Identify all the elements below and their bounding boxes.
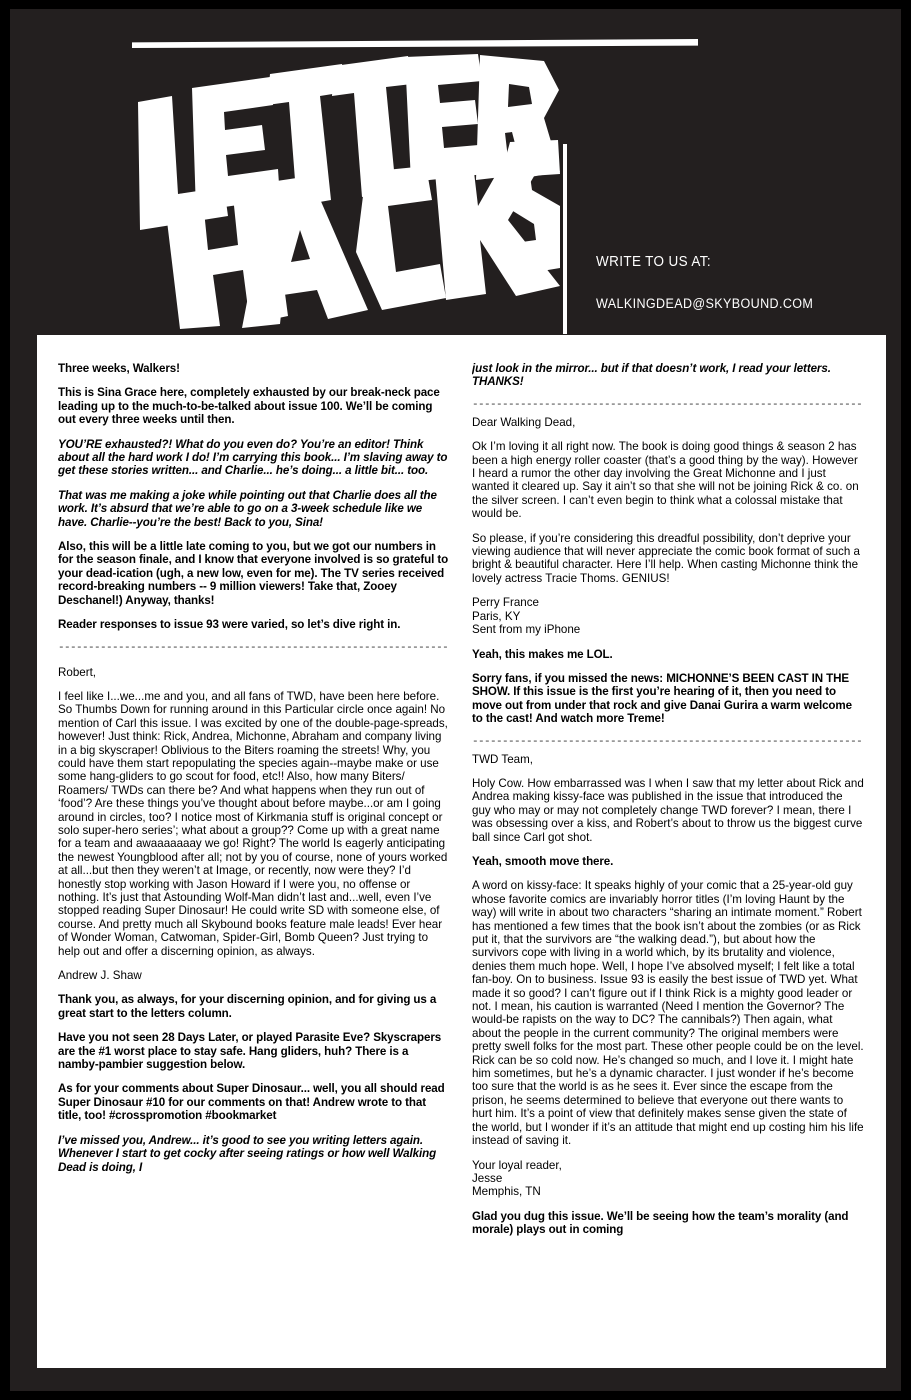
greeting: Three weeks, Walkers! <box>58 362 180 375</box>
reply-3-a: Yeah, smooth move there. <box>472 854 614 868</box>
letter-1-signature: Andrew J. Shaw <box>58 969 142 983</box>
dive-in-paragraph: Reader responses to issue 93 were varied, so let’s dive right in. <box>58 618 401 632</box>
letter-separator-1: ----------------------------------------------------------------- <box>58 642 449 654</box>
letter-3-body-2: A word on kissy-face: It speaks highly of your comic that a 25-year-old guy whose favorite comics are invariably horror titles (I’m loving Haunt by the way) will write in about two characters “sharing an intimate moment.” Robert has mentioned a few times that the book isn’t about the zombies (or as Rick put it, that the survivors are “the walking dead.”), but about how the survivors cope with living in a world which, by its brutality and violence, denies them much hope. Well, I hope I’ve absolved myself; I felt like a total fan-boy. On to business. Issue 93 is easily the best issue of TWD yet. What made it so good? I can’t figure out if I think Rick is a mighty good leader or not. I mean, his caution is warranted (Need I mention the Governor? The would-be rapists on the way to DC? The cannibals?) Then again, what about the people in the current community? The original members were pretty swell folks for the most part. These other people could be on the level. Rick can be so cold now. He’s changed so much, and I love it. I might hate him sometimes, but he’s a dynamic character. I just wonder if he’s become too sure that the world is as he sees it. Ever since the escape from the prison, he seems determined to believe that everyone out there wants to hurt him. It’s a point of view that definitely makes sense given the state of the world, but I wonder if it’s an attitude that might end up costing him his life instead of saving it. <box>472 879 864 1148</box>
letter-1-body: I feel like I...we...me and you, and all fans of TWD, have been here before. So Thumbs Down for running around in this Particular circle once again! No mention of Carl this issue. I was excited by one of the double-page-spreads, however! Just think: Rick, Andrea, Michonne, Abraham and company living in a big skyscraper! Oblivious to the Biters roaming the streets! Why, you could have them start repopulating the species again--maybe make or use some hang-gliders to go scout for food, etc!! Also, how many Biters/ Roamers/ TWDs can there be? And what happens when they run out of ‘food’? Are these things you’ve thought about before maybe...or am I going around in circles, too? I notice most of Kirkmania stuff is original concept or solo super-hero series’; what about a group?? Come up with a great name for a team and awaaaaaaay we go! Right? The world Is eagerly anticipating the newest Youngblood after all; not by you of course, none of yours worked at all...but then they weren’t at Image, or recently, now were they? I’d honestly stop working with Jason Howard if I were you, no offense or nothing. It’s just that Astounding Wolf-Man didn’t last and...well, even I’ve stopped reading Super Dinosaur! He could write SD with someone else, of course. And pretty much all Skybound books feature male leads! Ever hear of Wonder Woman, Catwoman, Spider-Girl, Bomb Queen? Just trying to help out and offer a discerning opinion, as always. <box>58 689 448 958</box>
letter-2-signature-name: Perry France <box>472 596 540 610</box>
sina-reply: Also, this will be a little late coming to you, but we got our numbers in for the season finale, and I know that everyone involved is so grateful to your dead-ication (ugh, a new low, even for me). The TV series received record-breaking numbers -- 9 million viewers! Take that, Zooey Deschanel!) Anyway, thanks! <box>58 540 449 607</box>
reply-1-c: As for your comments about Super Dinosaur... well, you all should read Super Dinosaur #10 for our comments on that! Andrew wrote to that title, too! #crosspromotion #bookmarket <box>58 1082 445 1123</box>
letter-1-salutation: Robert, <box>58 665 97 679</box>
reply-1-d: I’ve missed you, Andrew... it’s good to see you writing letters again. Whenever I start to get cocky after seeing ratings or how well Walking Dead is doing, I <box>58 1133 437 1174</box>
reply-2-a: Yeah, this makes me LOL. <box>472 647 613 661</box>
letter-2-signature-note: Sent from my iPhone <box>472 623 581 637</box>
letter-2-body-1: Ok I’m loving it all right now. The book is doing good things & season 2 has been a high energy roller coaster (that’s a good thing by the way). However I heard a rumor the other day involving the Great Michonne and I just wanted it cleared up. Say it ain’t so that she will not be joining Rick & co. on the silver screen. I can’t even begin to think what a colossal mistake that would be. <box>472 440 859 521</box>
letter-3-signature-close: Your loyal reader, <box>472 1158 562 1172</box>
robert-reply-1: YOU’RE exhausted?! What do you even do? You’re an editor! Think about all the hard work I do! I’m carrying this book... I’m slaving away to get these stories written... and Charlie... he’s doing... a little bit... too. <box>58 437 448 478</box>
letter-2-body-2: So please, if you’re considering this dreadful possibility, don’t deprive your viewing audience that will never appreciate the comic book format of such a bright & beautiful character. Here I’ll help. When casting Michonne think the lovely actress Tracie Thoms. GENIUS! <box>472 531 860 585</box>
write-to-us-block <box>596 254 886 311</box>
reply-1-a: Thank you, as always, for your discerning opinion, and for giving us a great start to the letters column. <box>58 993 437 1020</box>
masthead-top-rule <box>132 39 698 48</box>
letter-2-signature-city: Paris, KY <box>472 609 521 623</box>
reply-2-b: Sorry fans, if you missed the news: MICHONNE’S BEEN CAST IN THE SHOW. If this issue is the first you’re hearing of it, then you need to move out from under that rock and give Danai Gurira a warm welcome to the cast! And watch more Treme! <box>472 671 852 726</box>
letter-hacks-logo <box>120 54 560 329</box>
letter-3-signature-name: Jesse <box>472 1171 503 1185</box>
reply-3-b: Glad you dug this issue. We’ll be seeing how the team’s morality (and morale) plays out in coming <box>472 1209 849 1237</box>
write-to-us-label: WRITE TO US AT: <box>596 254 711 270</box>
reply-1-b: Have you not seen 28 Days Later, or played Parasite Eve? Skyscrapers are the #1 worst place to stay safe. Hang gliders, huh? There is a namby-pambier suggestion below. <box>58 1031 442 1072</box>
masthead-header <box>10 9 901 339</box>
letters-columns <box>37 340 886 1368</box>
letter-separator-3: ----------------------------------------------------------------- <box>472 736 863 748</box>
write-to-us-email[interactable]: WALKINGDEAD@SKYBOUND.COM <box>596 296 814 311</box>
reply-continuation: just look in the mirror... but if that doesn’t work, I read your letters. THANKS! <box>472 362 831 389</box>
intro-paragraph: This is Sina Grace here, completely exhausted by our break-neck pace leading up to the much-to-be-talked about issue 100. We’ll be coming out every three weeks until then. <box>58 386 440 427</box>
letter-3-signature-city: Memphis, TN <box>472 1185 541 1199</box>
letter-3-body-1: Holy Cow. How embarrassed was I when I saw that my letter about Rick and Andrea making kissy-face was published in the issue that introduced the guy who may or may not completely change TWD forever? I mean, there I was obsessing over a kiss, and Robert’s about to throw us the biggest curve ball since Carl got shot. <box>472 776 864 844</box>
right-column <box>472 362 864 1358</box>
letter-3-salutation: TWD Team, <box>472 752 533 766</box>
masthead-vertical-divider <box>563 144 567 334</box>
page-inner-frame <box>10 9 901 1391</box>
robert-reply-2: That was me making a joke while pointing out that Charlie does all the work. It’s absurd that we’re able to go on a 3-week schedule like we have. Charlie--you’re the best! Back to you, Sina! <box>58 488 437 529</box>
left-column <box>58 362 450 1358</box>
letter-separator-2: ----------------------------------------------------------------- <box>472 399 863 411</box>
letter-2-salutation: Dear Walking Dead, <box>472 415 576 429</box>
